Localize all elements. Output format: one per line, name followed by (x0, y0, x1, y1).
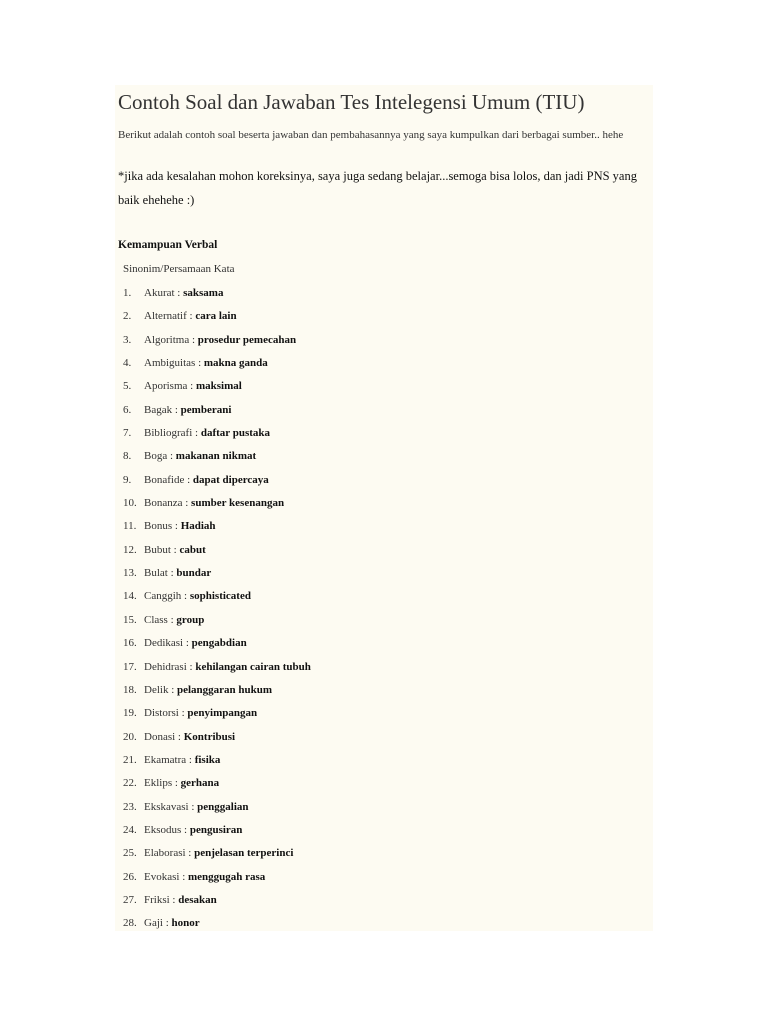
list-item-entry (144, 445, 256, 468)
list-item-number: 15. (123, 613, 137, 626)
list-item-number: 27. (123, 893, 137, 906)
list-item-entry (144, 679, 272, 702)
list-item-entry (144, 422, 270, 445)
list-item-number: 17. (123, 660, 137, 673)
list-item-entry (144, 866, 265, 889)
list-item-term: Dehidrasi : (144, 660, 196, 673)
list-item-term: Bonafide : (144, 473, 193, 486)
list-item-meaning: pemberani (180, 403, 232, 416)
list-item-meaning: group (176, 613, 205, 626)
list-item-number: 5. (123, 380, 132, 393)
list-item-number: 20. (123, 730, 137, 743)
list-item-number: 2. (123, 310, 132, 323)
list-item-entry (144, 609, 204, 632)
list-item-entry (144, 399, 231, 422)
list-item-term: Ekskavasi : (144, 800, 198, 813)
list-item-number: 3. (123, 333, 132, 346)
list-item-entry (144, 656, 311, 679)
list-item-entry (144, 702, 257, 725)
list-item-meaning: saksama (183, 287, 224, 299)
list-item-number: 22. (123, 777, 137, 790)
list-item-entry (144, 749, 220, 772)
list-item-term: Bubut : (144, 543, 180, 556)
subheading: Sinonim/Persamaan Kata (123, 263, 235, 275)
list-item-number: 1. (123, 287, 132, 299)
list-item-number: 21. (123, 753, 137, 766)
list-item-entry (144, 796, 249, 819)
list-item-meaning: dapat dipercaya (192, 473, 269, 486)
list-item-term: Ambiguitas : (144, 357, 204, 370)
list-item-entry (144, 469, 269, 492)
list-item-entry (144, 539, 206, 562)
list-item-number: 10. (123, 497, 137, 510)
list-item-meaning: maksimal (195, 380, 242, 393)
section-heading: Kemampuan Verbal (118, 239, 218, 251)
list-item-entry (144, 632, 247, 655)
list-item-entry (144, 375, 242, 398)
list-item-entry (144, 329, 296, 352)
list-item-number: 14. (123, 590, 137, 603)
list-item-meaning: menggugah rasa (188, 870, 266, 883)
list-item-meaning: kehilangan cairan tubuh (195, 660, 311, 673)
list-item-term: Distorsi : (144, 707, 188, 720)
page-title: Contoh Soal dan Jawaban Tes Intelegensi Umum (TIU) (118, 90, 585, 114)
list-item-number: 8. (123, 450, 132, 463)
list-item-meaning: sumber kesenangan (191, 497, 285, 510)
list-item-entry (144, 515, 216, 538)
list-item-term: Gaji : (144, 917, 172, 930)
list-item-number: 6. (123, 403, 132, 416)
list-item-meaning: makanan nikmat (175, 450, 257, 463)
list-item-entry (144, 282, 223, 305)
list-item-term: Canggih : (144, 590, 190, 603)
list-item-number: 12. (123, 543, 137, 556)
list-item-meaning: Hadiah (180, 520, 216, 533)
list-item-entry (144, 726, 235, 749)
list-item-entry (144, 772, 219, 795)
list-item-term: Bibliografi : (144, 427, 201, 440)
list-item-term: Elaborasi : (144, 847, 195, 860)
list-item-term: Bagak : (144, 403, 181, 416)
list-item-number: 9. (123, 473, 132, 486)
list-item-meaning: gerhana (180, 777, 220, 790)
list-item-term: Delik : (144, 683, 177, 696)
list-item-term: Bulat : (144, 567, 177, 580)
list-item-entry (144, 585, 251, 608)
list-item-meaning: pengabdian (191, 637, 247, 650)
list-item-term: Aporisma : (144, 380, 196, 393)
list-item-meaning: sophisticated (189, 590, 251, 603)
list-item-term: Dedikasi : (144, 637, 192, 650)
list-item-term: Donasi : (144, 730, 184, 743)
note-text: *jika ada kesalahan mohon koreksinya, saya juga sedang belajar...semoga bisa lolos, dan jadi PNS yang baik ehehehe :) (118, 169, 637, 207)
list-item-meaning: cabut (179, 543, 206, 556)
list-item-number: 25. (123, 847, 137, 860)
list-item-number: 23. (123, 800, 137, 813)
list-item-meaning: bundar (176, 567, 212, 580)
list-item-term: Bonus : (144, 520, 181, 533)
list-item-meaning: cara lain (195, 310, 237, 323)
list-item-number: 24. (123, 823, 137, 836)
list-item-term: Friksi : (144, 893, 179, 906)
list-item-term: Evokasi : (144, 870, 188, 883)
list-item-term: Akurat : (144, 287, 184, 299)
list-item-entry (144, 305, 237, 328)
list-item-number: 19. (123, 707, 137, 720)
list-item-entry (144, 912, 200, 935)
list-item-meaning: daftar pustaka (200, 427, 271, 440)
list-item-meaning: penyimpangan (187, 707, 258, 720)
list-item-number: 28. (123, 917, 137, 930)
list-item-term: Eklips : (144, 777, 181, 790)
list-item-entry (144, 889, 217, 912)
list-item-meaning: penggalian (197, 800, 249, 813)
intro-text: Berikut adalah contoh soal beserta jawaban dan pembahasannya yang saya kumpulkan dari berbagai sumber.. hehe (118, 129, 624, 141)
list-item-term: Algoritma : (144, 333, 198, 346)
list-item-number: 11. (123, 520, 137, 533)
list-item-entry (144, 842, 293, 865)
list-item-meaning: penjelasan terperinci (194, 847, 294, 860)
list-item-meaning: pengusiran (189, 823, 243, 836)
list-item-meaning: fisika (194, 753, 221, 766)
list-item-term: Class : (144, 613, 177, 626)
list-item-number: 7. (123, 427, 132, 440)
list-item-entry (144, 562, 211, 585)
document-page (115, 85, 653, 931)
list-item-meaning: Kontribusi (183, 730, 236, 743)
list-item-meaning: desakan (178, 893, 217, 906)
list-item-meaning: makna ganda (203, 357, 268, 370)
list-item-term: Bonanza : (144, 497, 192, 510)
list-item-term: Eksodus : (144, 823, 190, 836)
list-item-number: 16. (123, 637, 137, 650)
list-item-entry (144, 492, 284, 515)
list-item-term: Ekamatra : (144, 753, 195, 766)
list-item-term: Alternatif : (144, 310, 196, 323)
list-item-meaning: pelanggaran hukum (177, 683, 273, 696)
list-item-meaning: honor (171, 917, 200, 930)
list-item-number: 26. (123, 870, 137, 883)
list-item-entry (144, 819, 242, 842)
list-item-term: Boga : (144, 450, 176, 463)
list-item-number: 18. (123, 683, 137, 696)
list-item-meaning: prosedur pemecahan (197, 333, 297, 346)
list-item-number: 13. (123, 567, 137, 580)
list-item-entry (144, 352, 268, 375)
list-item-number: 4. (123, 357, 132, 370)
